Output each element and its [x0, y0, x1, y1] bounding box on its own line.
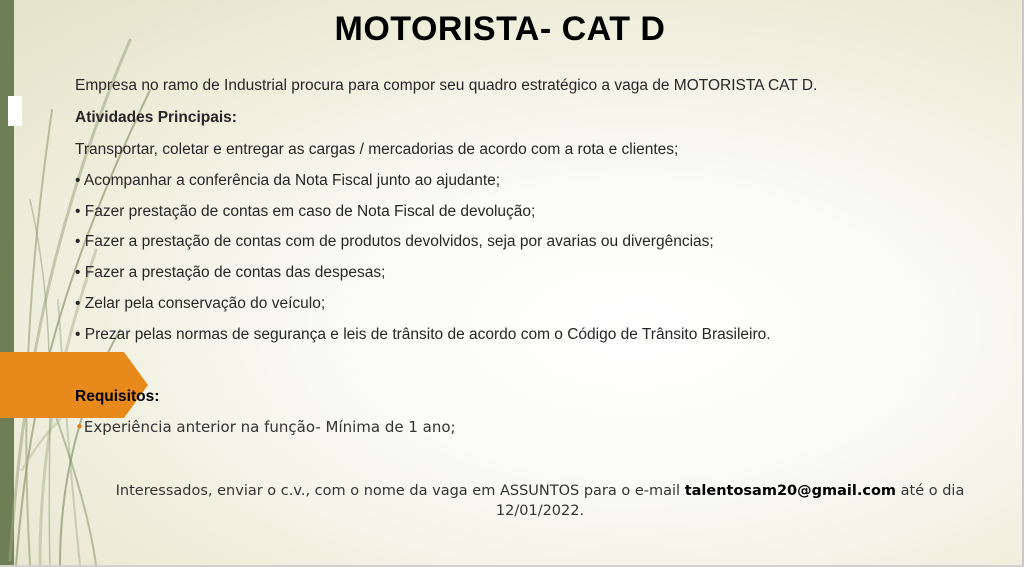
activity-item: • Acompanhar a conferência da Nota Fiscal junto ao ajudante; — [75, 172, 501, 189]
activities-lead: Transportar, coletar e entregar as cargas / mercadorias de acordo com a rota e clientes; — [75, 141, 679, 158]
activity-item: • Prezar pelas normas de segurança e leis de trânsito de acordo com o Código de Trânsito Brasileiro. — [75, 326, 771, 343]
activity-item: • Fazer a prestação de contas das despesas; — [75, 264, 386, 281]
contact-suffix: até o dia 12/01/2022. — [495, 483, 965, 519]
requirement-item — [75, 418, 456, 436]
contact-text — [80, 481, 1000, 521]
contact-prefix: Interessados, enviar o c.v., com o nome da vaga em ASSUNTOS para o e-mail — [115, 483, 685, 499]
page-title: MOTORISTA- CAT D — [334, 10, 666, 48]
contact-email[interactable]: talentosam20@gmail.com — [684, 483, 897, 499]
activities-heading: Atividades Principais: — [75, 109, 237, 126]
white-tab-marker — [8, 96, 22, 126]
activity-item: • Zelar pela conservação do veículo; — [75, 295, 326, 312]
orange-arrow-tag — [0, 352, 148, 418]
intro-text: Empresa no ramo de Industrial procura para compor seu quadro estratégico a vaga de MOTORISTA CAT D. — [75, 77, 818, 94]
activity-item: • Fazer a prestação de contas com de produtos devolvidos, seja por avarias ou divergências; — [75, 233, 714, 250]
activity-item: • Fazer prestação de contas em caso de Nota Fiscal de devolução; — [75, 203, 536, 220]
requirements-heading: Requisitos: — [75, 388, 160, 405]
requirement-text: Experiência anterior na função- Mínima de 1 ano; — [83, 418, 456, 436]
bullet-icon: • — [75, 418, 84, 436]
